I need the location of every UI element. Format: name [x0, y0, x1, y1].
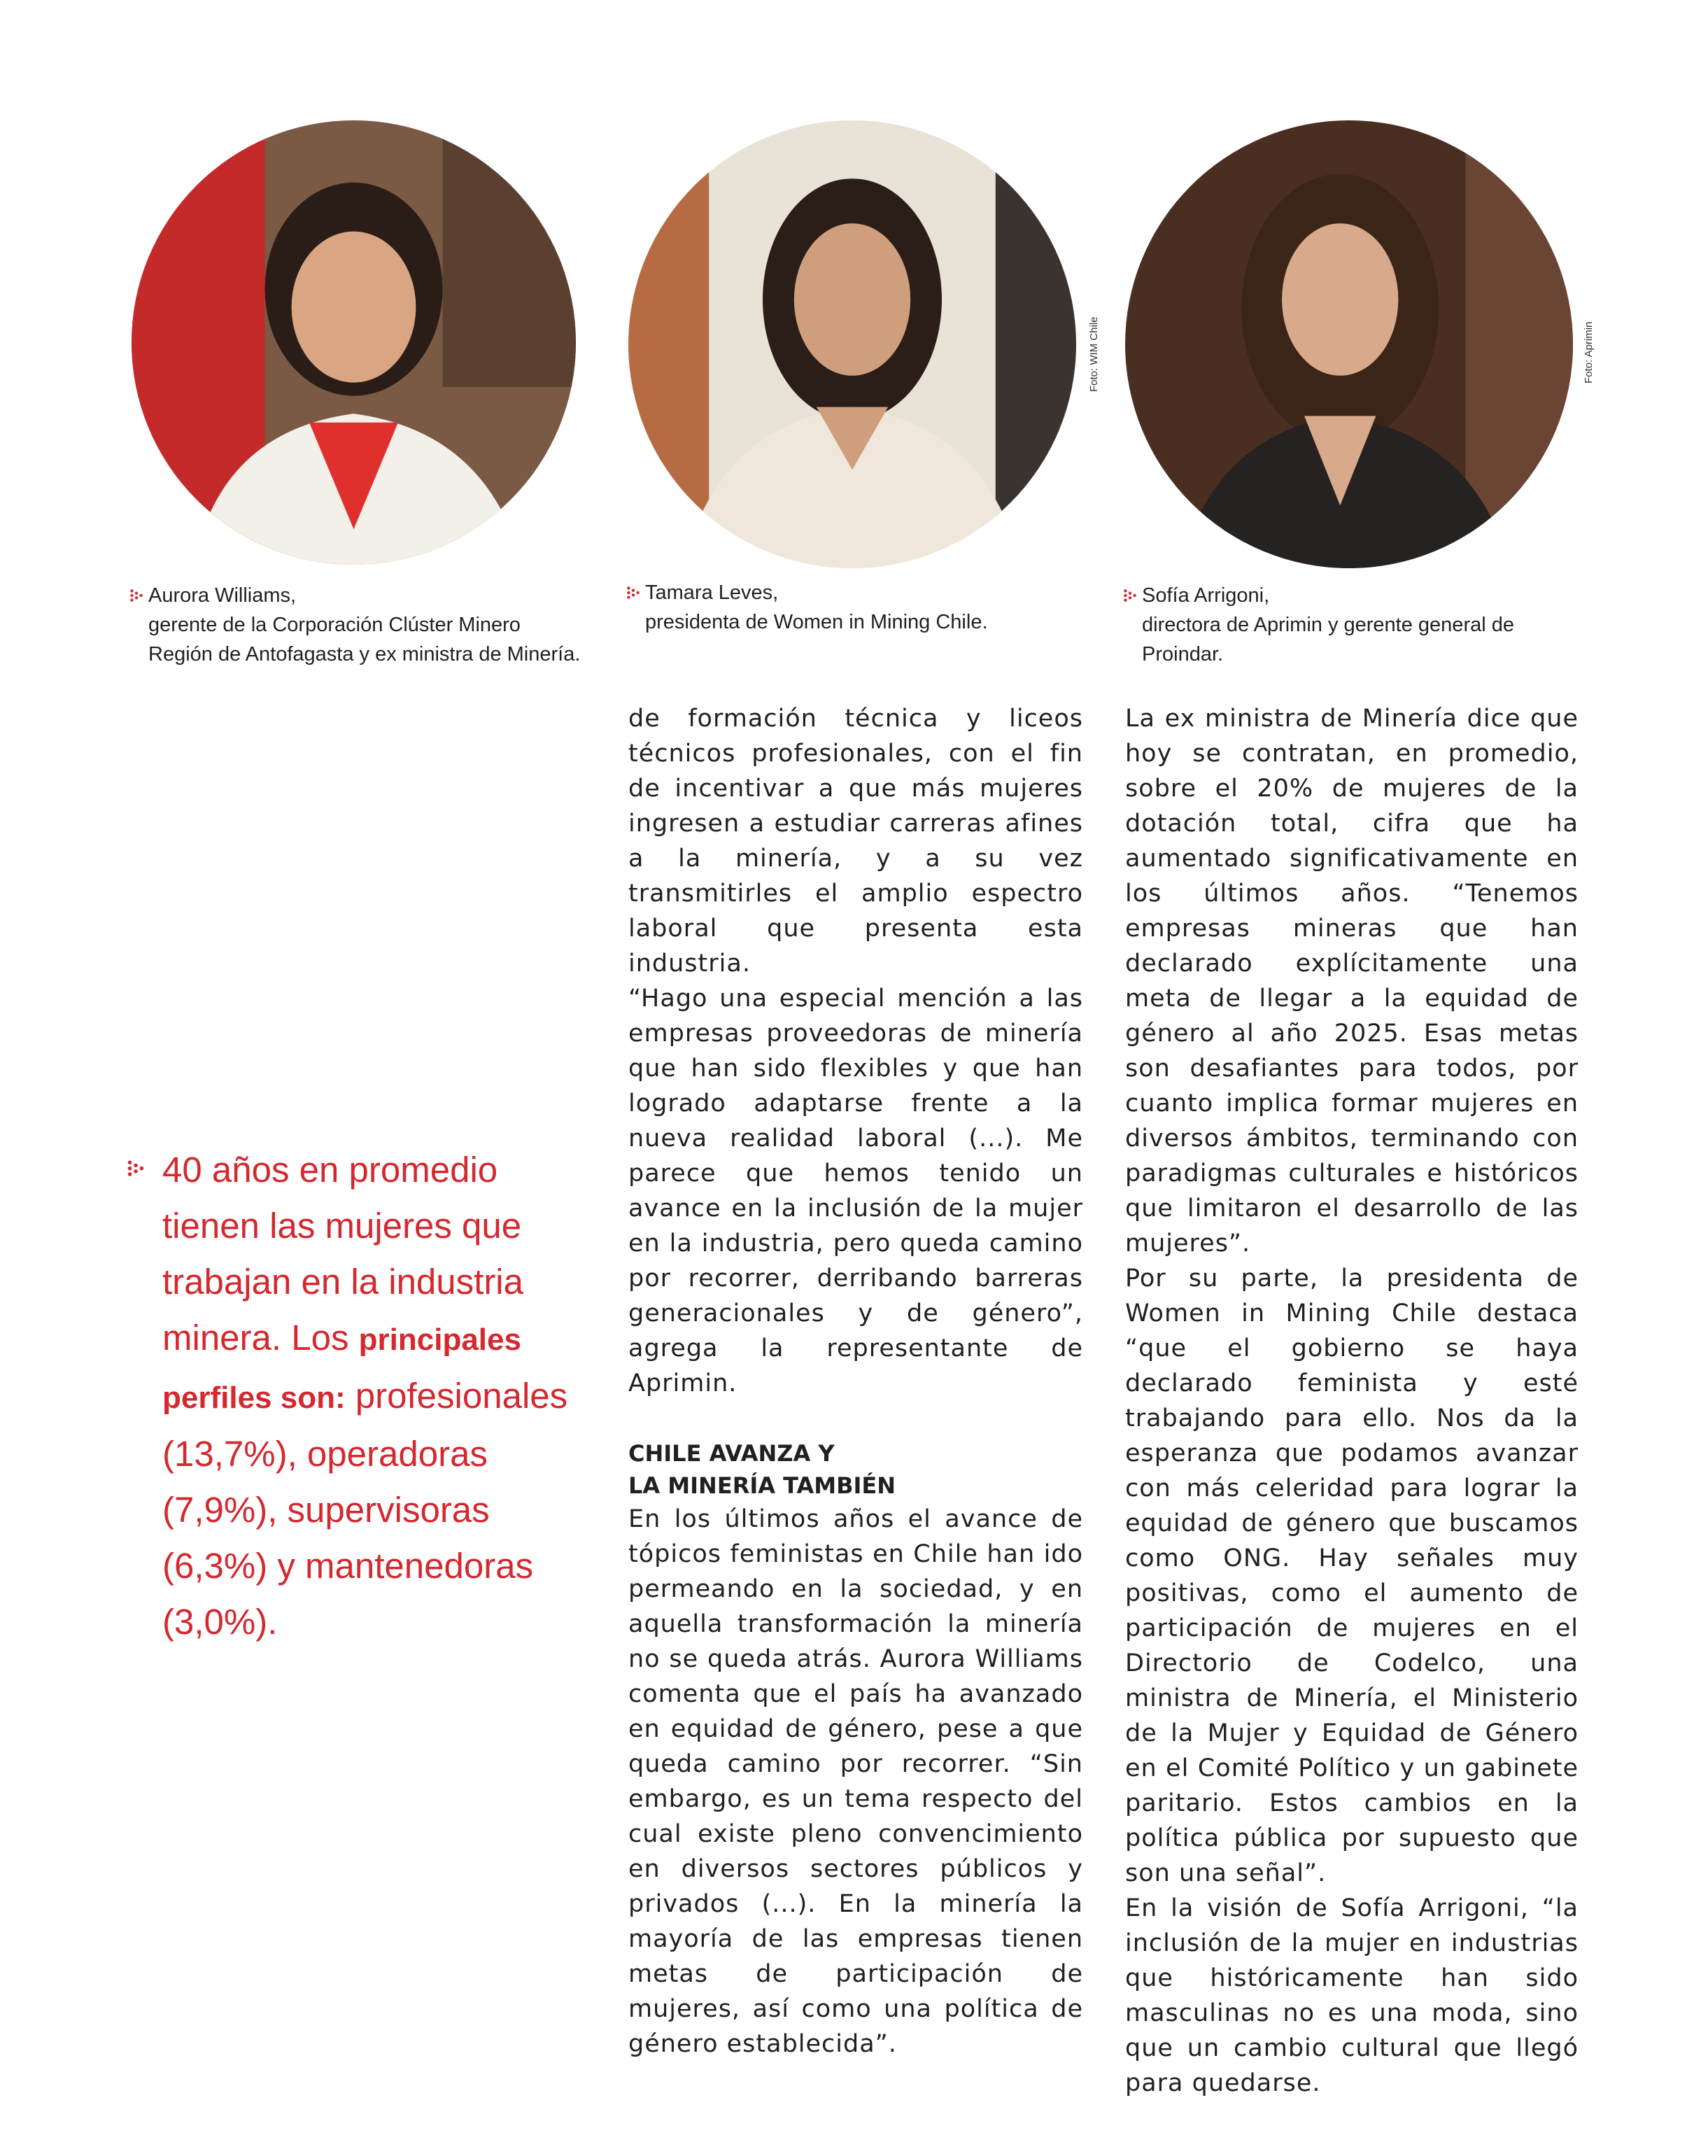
pull-quote-marker-icon [126, 1159, 146, 1180]
photo-credit-wim: Foto: WIM Chile [1088, 316, 1100, 392]
pull-quote-end: profesionales (13,7%), operadoras (7,9%), supervisoras (6,3%) y mantenedoras (3,0%). [162, 1376, 568, 1642]
paragraph: de formación técnica y liceos técnicos profesionales, con el fin de incentivar a que más mujeres ingresen a estudiar carreras afines a la minería, y a su vez transmitirles el amplio espectro laboral que presenta esta industria. [628, 705, 1083, 978]
portrait-sofia-arrigoni [1125, 120, 1573, 568]
paragraph: En los últimos años el avance de tópicos feministas en Chile han ido permeando en la sociedad, y en aquella transformación la minería no se queda atrás. Aurora Williams comenta que el país ha avanzado en equidad de género, pese a que queda camino por recorrer. “Sin embargo, es un tema respecto del cual existe pleno convencimiento en diversos sectores públicos y privados (...). En la minería la mayoría de las empresas tienen metas de participación de mujeres, así como una política de género establecida”. [628, 1505, 1083, 2058]
pull-quote-bold: principales perfiles son: [162, 1323, 521, 1415]
caption-name: Sofía Arrigoni, [1142, 584, 1270, 607]
caption-aurora-williams [148, 581, 589, 669]
article-column-right [1125, 701, 1579, 2101]
subhead-line: LA MINERÍA TAMBIÉN [628, 1472, 896, 1499]
pull-quote-regular: 40 años en promedio tienen las mujeres que trabajan en la industria minera. Los [162, 1150, 524, 1358]
portrait-aurora-williams [132, 120, 576, 565]
portrait-sofia-arrigoni-image [1125, 120, 1573, 568]
pull-quote [126, 1142, 574, 1650]
paragraph: Por su parte, la presidenta de Women in Mining Chile destaca “que el gobierno se haya declarado feminista y esté trabajando para ello. Nos da la esperanza que podamos avanzar con más celeridad para lograr la equidad de género que buscamos como ONG. Hay señales muy positivas, como el aumento de participación de mujeres en el Directorio de Codelco, una ministra de Minería, el Ministerio de la Mujer y Equidad de Género en el Comité Político y un gabinete paritario. Estos cambios en la política pública por supuesto que son una señal”. [1125, 1264, 1579, 1887]
paragraph: La ex ministra de Minería dice que hoy se contratan, en promedio, sobre el 20% de mujeres de la dotación total, cifra que ha aumentado significativamente en los últimos años. “Tenemos empresas mineras que han declarado explícitamente una meta de llegar a la equidad de género al año 2025. Esas metas son desafiantes para todos, por cuanto implica formar mujeres en diversos ámbitos, terminando con paradigmas culturales e históricos que limitaron el desarrollo de las mujeres”. [1125, 705, 1579, 1257]
paragraph: En la visión de Sofía Arrigoni, “la inclusión de la mujer en industrias que históricamente han sido masculinas no es una moda, sino que un cambio cultural que llegó para quedarse. [1125, 1894, 1579, 2097]
caption-role: gerente de la Corporación Clúster Minero Región de Antofagasta y ex ministra de Minería. [148, 614, 581, 665]
caption-role: directora de Aprimin y gerente general de Proindar. [1142, 614, 1514, 665]
caption-name: Tamara Leves, [645, 582, 779, 604]
portrait-aurora-williams-image [132, 120, 576, 565]
paragraph: “Hago una especial mención a las empresas proveedoras de minería que han sido flexibles y que han logrado adaptarse frente a la nueva realidad laboral (...). Me parece que hemos tenido un avance en la inclusión de la mujer en la industria, pero queda camino por recorrer, derribando barreras generacionales y de género”, agrega la representante de Aprimin. [628, 985, 1083, 1397]
subhead-line: CHILE AVANZA Y [628, 1440, 835, 1467]
caption-marker-icon [1122, 588, 1138, 603]
article-column-middle [628, 701, 1083, 2062]
caption-sofia-arrigoni [1142, 581, 1576, 669]
photo-credit-aprimin: Foto: Aprimin [1583, 321, 1595, 383]
section-subhead [628, 1437, 1083, 1502]
caption-marker-icon [626, 585, 641, 600]
caption-tamara-leves [645, 578, 1086, 637]
caption-name: Aurora Williams, [148, 584, 297, 607]
caption-marker-icon [129, 588, 144, 603]
pull-quote-text [162, 1142, 574, 1650]
caption-role: presidenta de Women in Mining Chile. [645, 611, 988, 633]
portrait-tamara-leves-image [628, 120, 1076, 568]
portrait-tamara-leves [628, 120, 1076, 568]
